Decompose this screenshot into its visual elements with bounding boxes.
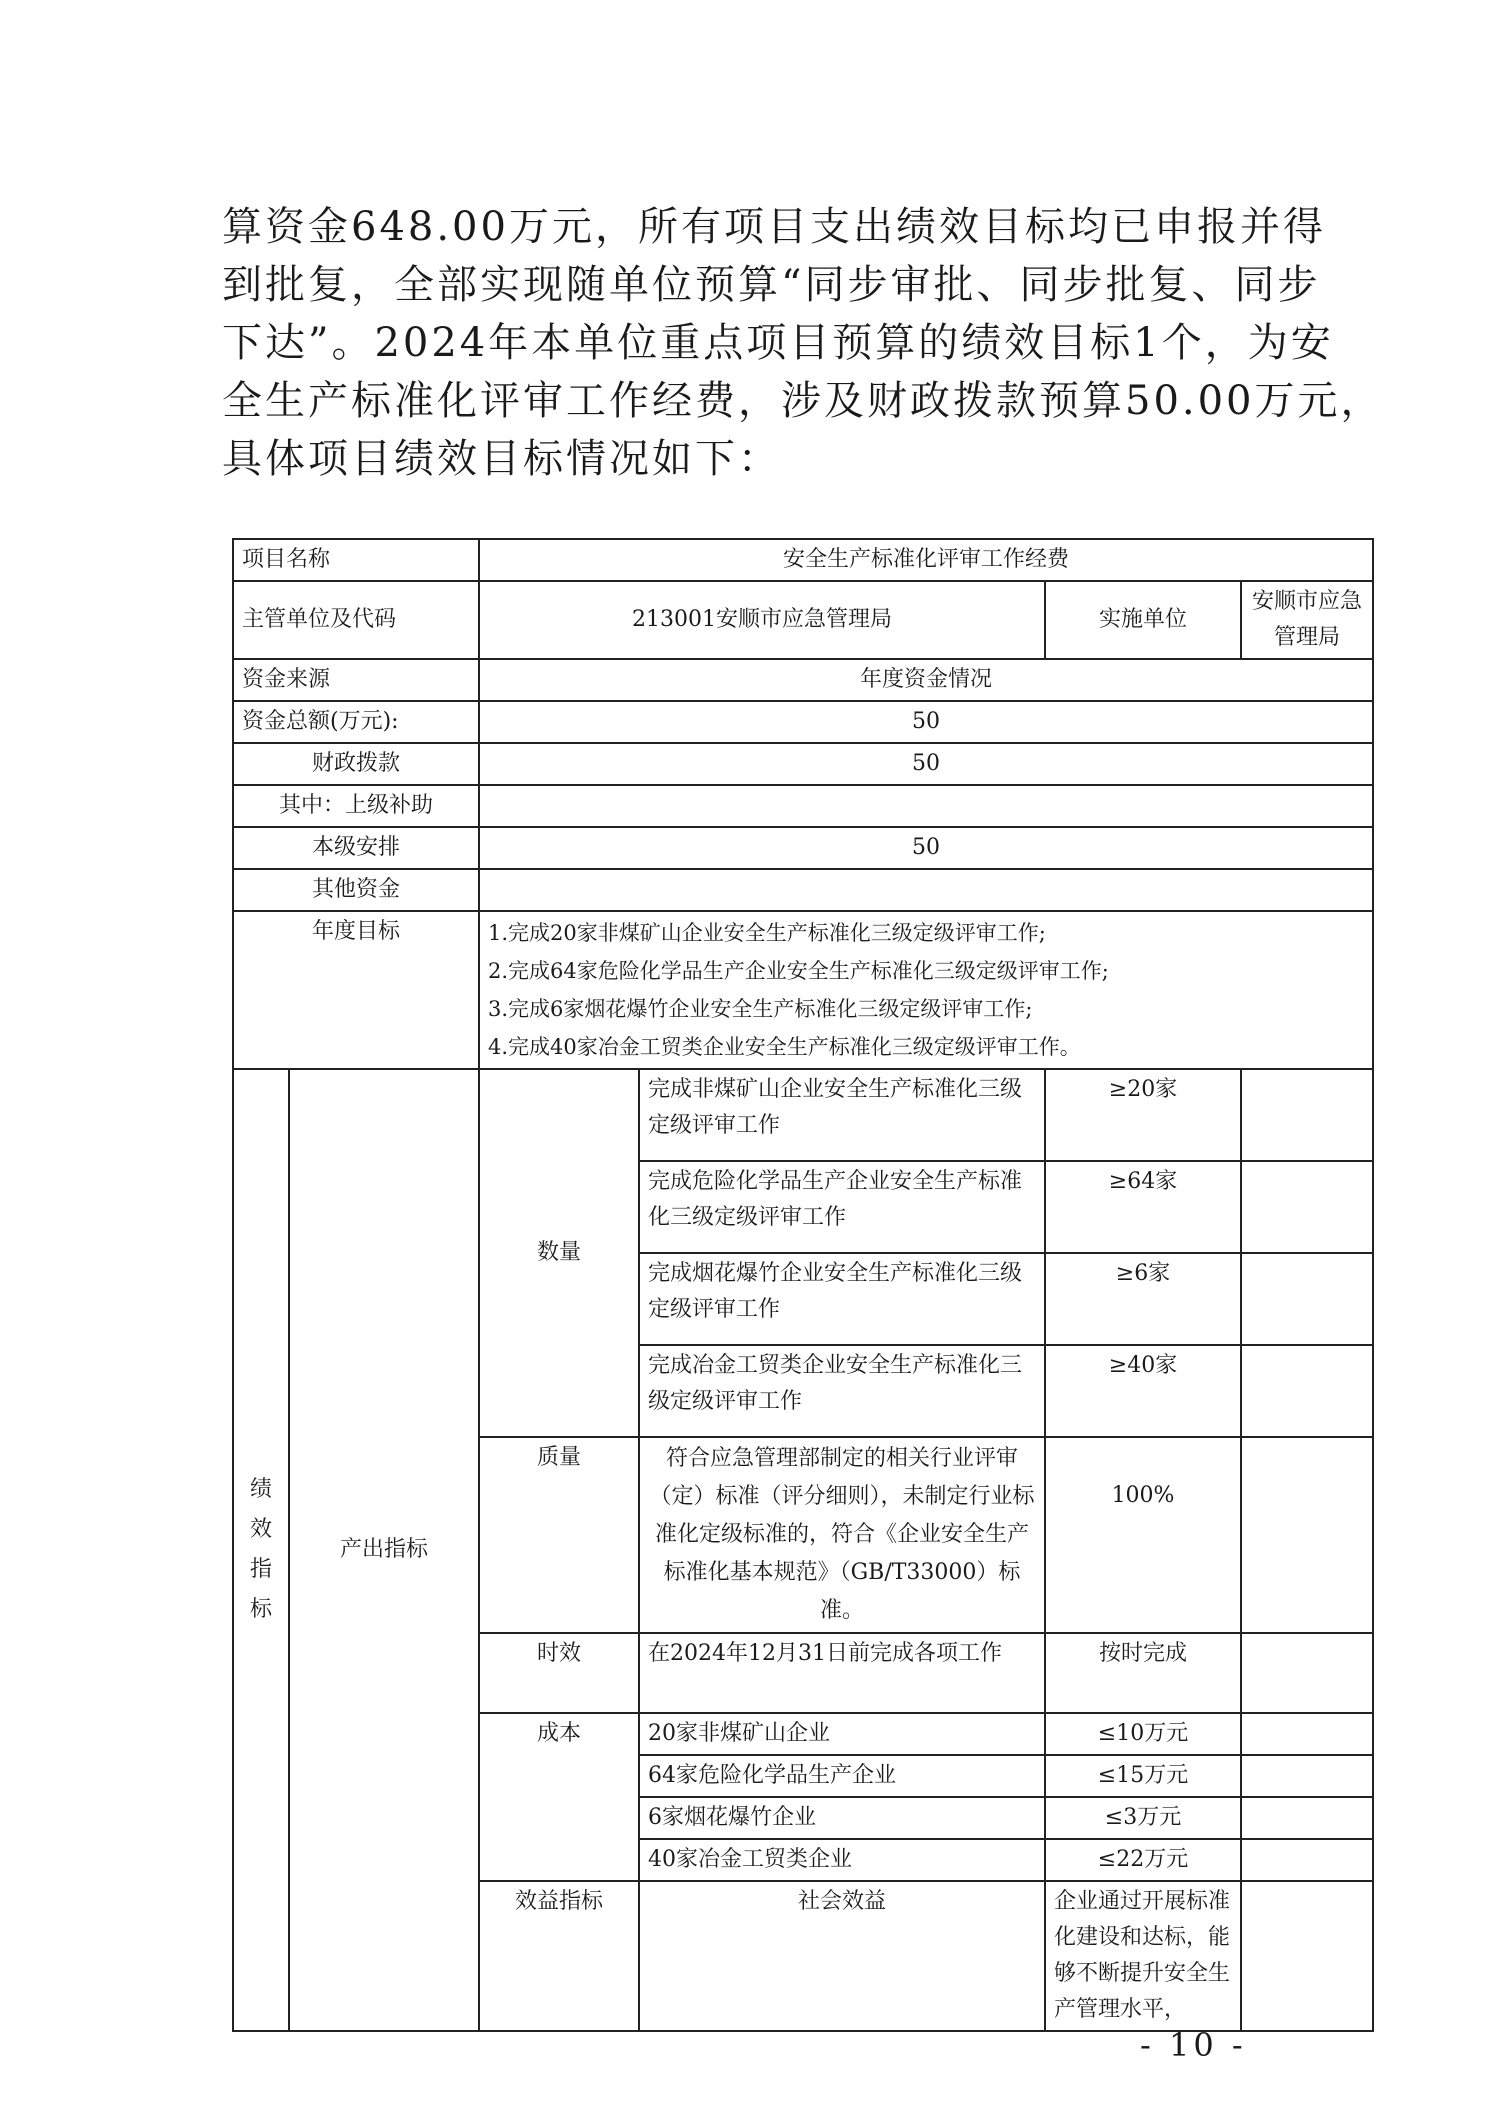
dept-value: 213001安顺市应急管理局 — [479, 581, 1045, 659]
fund-source-label: 资金来源 — [233, 659, 479, 701]
cost-desc: 20家非煤矿山企业 — [639, 1713, 1045, 1755]
cost-target: ≤15万元 — [1045, 1755, 1241, 1797]
empty-cell — [1241, 1253, 1373, 1345]
quantity-target: ≥40家 — [1045, 1345, 1241, 1437]
other-funds-value — [479, 869, 1373, 911]
cost-desc: 64家危险化学品生产企业 — [639, 1755, 1045, 1797]
quantity-target: ≥6家 — [1045, 1253, 1241, 1345]
project-name-value: 安全生产标准化评审工作经费 — [479, 539, 1373, 581]
empty-cell — [1241, 1633, 1373, 1713]
table-row — [233, 869, 1373, 911]
project-name-label: 项目名称 — [233, 539, 479, 581]
annual-goal-item: 3.完成6家烟花爆竹企业安全生产标准化三级定级评审工作; — [488, 997, 1033, 1021]
annual-funds-label: 年度资金情况 — [479, 659, 1373, 701]
perf-label-char: 绩 — [249, 1477, 272, 1502]
timeliness-desc: 在2024年12月31日前完成各项工作 — [639, 1633, 1045, 1713]
timeliness-label: 时效 — [479, 1633, 639, 1713]
fiscal-label: 财政拨款 — [233, 743, 479, 785]
impl-unit-value: 安顺市应急管理局 — [1241, 581, 1373, 659]
empty-cell — [1241, 1797, 1373, 1839]
quantity-target: ≥64家 — [1045, 1161, 1241, 1253]
table-row — [233, 827, 1373, 869]
perf-indicator-label — [233, 1069, 289, 2031]
page-number: - 10 - — [1140, 2026, 1247, 2064]
intro-line: 算资金648.00万元，所有项目支出绩效目标均已申报并得 — [222, 204, 1326, 250]
total-funds-label: 资金总额(万元): — [233, 701, 479, 743]
table-row — [233, 659, 1373, 701]
table-row — [233, 911, 1373, 1069]
quantity-desc: 完成烟花爆竹企业安全生产标准化三级定级评审工作 — [639, 1253, 1045, 1345]
cost-target: ≤10万元 — [1045, 1713, 1241, 1755]
annual-goal-item: 1.完成20家非煤矿山企业安全生产标准化三级定级评审工作; — [488, 921, 1046, 945]
local-funds-label: 本级安排 — [233, 827, 479, 869]
output-indicator-label: 产出指标 — [289, 1069, 479, 2031]
social-benefit-target — [1241, 1881, 1373, 2031]
perf-label-char: 效 — [249, 1517, 272, 1542]
fiscal-value: 50 — [479, 743, 1373, 785]
empty-cell — [1241, 1069, 1373, 1161]
table-row — [233, 785, 1373, 827]
social-benefit-label: 社会效益 — [639, 1881, 1045, 2031]
cost-label: 成本 — [479, 1713, 639, 1881]
total-funds-value: 50 — [479, 701, 1373, 743]
benefit-indicator-label: 效益指标 — [479, 1881, 639, 2031]
table-row — [233, 539, 1373, 581]
perf-label-char: 标 — [249, 1597, 272, 1622]
empty-cell — [1241, 1755, 1373, 1797]
quality-label: 质量 — [479, 1437, 639, 1633]
intro-line: 到批复，全部实现随单位预算“同步审批、同步批复、同步 — [222, 262, 1321, 308]
table-row — [233, 701, 1373, 743]
intro-line: 具体项目绩效目标情况如下： — [222, 436, 781, 482]
impl-unit-label: 实施单位 — [1045, 581, 1241, 659]
empty-cell — [1241, 1161, 1373, 1253]
dept-label: 主管单位及代码 — [233, 581, 479, 659]
empty-cell — [1241, 1437, 1373, 1633]
annual-goal-label: 年度目标 — [233, 911, 479, 1069]
table-row — [233, 743, 1373, 785]
performance-goal-table — [232, 538, 1374, 2032]
intro-line: 下达”。2024年本单位重点项目预算的绩效目标1个，为安 — [222, 320, 1334, 366]
cost-desc: 6家烟花爆竹企业 — [639, 1797, 1045, 1839]
quantity-target: ≥20家 — [1045, 1069, 1241, 1161]
empty-cell — [1241, 1839, 1373, 1881]
local-funds-value: 50 — [479, 827, 1373, 869]
other-funds-label: 其他资金 — [233, 869, 479, 911]
empty-cell — [1241, 1345, 1373, 1437]
quantity-desc: 完成非煤矿山企业安全生产标准化三级定级评审工作 — [639, 1069, 1045, 1161]
annual-goal-item: 4.完成40家冶金工贸类企业安全生产标准化三级定级评审工作。 — [488, 1035, 1081, 1059]
annual-goal-item: 2.完成64家危险化学品生产企业安全生产标准化三级定级评审工作; — [488, 959, 1109, 983]
quantity-desc: 完成冶金工贸类企业安全生产标准化三级定级评审工作 — [639, 1345, 1045, 1437]
perf-label-char: 指 — [249, 1557, 272, 1582]
cost-target: ≤22万元 — [1045, 1839, 1241, 1881]
empty-cell — [1241, 1713, 1373, 1755]
table-row — [233, 581, 1373, 659]
cost-desc: 40家冶金工贸类企业 — [639, 1839, 1045, 1881]
social-benefit-desc: 企业通过开展标准化建设和达标，能够不断提升安全生产管理水平， — [1045, 1881, 1241, 2031]
quantity-desc: 完成危险化学品生产企业安全生产标准化三级定级评审工作 — [639, 1161, 1045, 1253]
intro-line: 全生产标准化评审工作经费，涉及财政拨款预算50.00万元， — [222, 378, 1384, 424]
annual-goals — [479, 911, 1373, 1069]
quality-desc: 符合应急管理部制定的相关行业评审（定）标准（评分细则），未制定行业标准化定级标准的，符合《企业安全生产标准化基本规范》（GB/T33000）标准。 — [639, 1437, 1045, 1633]
cost-target: ≤3万元 — [1045, 1797, 1241, 1839]
upper-subsidy-value — [479, 785, 1373, 827]
table-row — [233, 1069, 1373, 1161]
intro-paragraph — [222, 198, 1384, 488]
upper-subsidy-label: 其中：上级补助 — [233, 785, 479, 827]
timeliness-target: 按时完成 — [1045, 1633, 1241, 1713]
quality-target: 100% — [1045, 1437, 1241, 1633]
quantity-label: 数量 — [479, 1069, 639, 1437]
